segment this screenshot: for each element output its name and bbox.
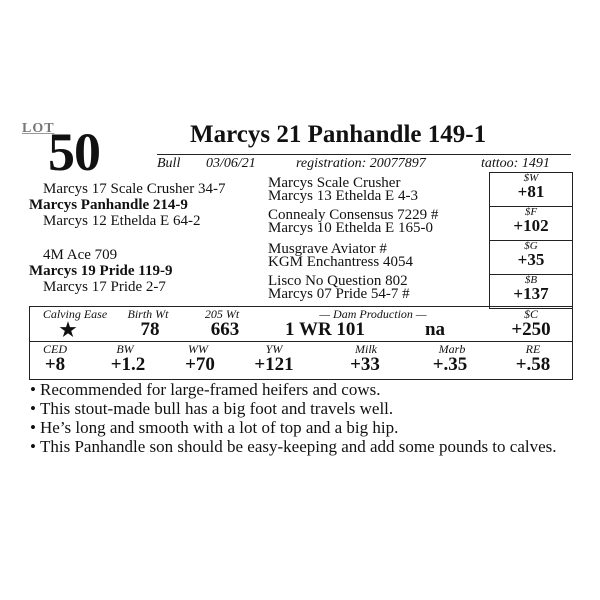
dam: Marcys 19 Pride 119-9 — [29, 263, 173, 279]
epd-label-ww: WW — [188, 342, 208, 356]
index-label: $C — [523, 307, 538, 321]
epd-label-milk: Milk — [355, 342, 377, 356]
pedigree-right-line: Marcys 07 Pride 54-7 # — [268, 286, 410, 302]
epd-value-ced: +8 — [44, 354, 66, 375]
index-value: +250 — [511, 319, 551, 340]
birth-wt-value: 78 — [140, 319, 160, 340]
tattoo: tattoo: 1491 — [481, 156, 550, 171]
epd-value-milk: +33 — [350, 354, 380, 375]
header-205-wt: 205 Wt — [204, 307, 240, 321]
index-column — [489, 172, 573, 309]
header-dam-production: — Dam Production — — [319, 307, 427, 321]
header-calving-ease: Calving Ease — [42, 307, 108, 321]
comment-item: • He’s long and smooth with a lot of top and a big hip. — [30, 418, 590, 437]
index-w — [490, 173, 572, 200]
epd-label-marb: Marb — [438, 342, 466, 356]
epd-value-bw: +1.2 — [110, 354, 146, 375]
epd-value-yw: +121 — [254, 354, 294, 375]
comments-list — [30, 380, 590, 456]
index-f — [490, 206, 572, 234]
epd-label-ced: CED — [43, 342, 67, 356]
lot-label: LOT — [22, 121, 55, 136]
epd-value-re: +.58 — [515, 354, 551, 375]
pedigree-right-line: Connealy Consensus 7229 # — [268, 207, 439, 223]
index-value: +81 — [517, 182, 545, 201]
index-label: $W — [523, 172, 539, 184]
index-label: $G — [524, 240, 538, 252]
sire: Marcys Panhandle 214-9 — [29, 197, 188, 213]
performance-table — [29, 306, 573, 380]
index-value: +102 — [513, 216, 549, 235]
pedigree-right-line: Marcys 10 Ethelda E 165-0 — [268, 220, 433, 236]
index-value: +137 — [513, 284, 549, 303]
sire-dam: Marcys 12 Ethelda E 64-2 — [43, 213, 201, 229]
index-label: $B — [524, 274, 538, 286]
registration: registration: 20077897 — [296, 156, 426, 171]
epd-label-re: RE — [525, 342, 541, 356]
dam-dam: Marcys 17 Pride 2-7 — [43, 279, 166, 295]
pedigree-right-line: KGM Enchantress 4054 — [268, 254, 413, 270]
index-g — [490, 240, 572, 268]
index-value: +35 — [517, 250, 545, 269]
animal-type: Bull — [157, 156, 181, 171]
comment-item: • This Panhandle son should be easy-keeping and add some pounds to calves. — [30, 437, 590, 456]
comment-item: • This stout-made bull has a big foot and travels well. — [30, 399, 590, 418]
title-rule — [157, 154, 571, 155]
pedigree-right-line: Musgrave Aviator # — [268, 241, 387, 257]
epd-label-yw: YW — [265, 342, 283, 356]
epd-value-ww: +70 — [185, 354, 215, 375]
sire-sire: Marcys 17 Scale Crusher 34-7 — [43, 181, 226, 197]
animal-name: Marcys 21 Panhandle 149-1 — [190, 121, 487, 148]
pedigree-right-line: Marcys 13 Ethelda E 4-3 — [268, 188, 418, 204]
comment-item: • Recommended for large-framed heifers and cows. — [30, 380, 590, 399]
205-wt-value: 663 — [210, 319, 240, 340]
index-b — [490, 274, 572, 302]
birth-date: 03/06/21 — [206, 156, 256, 171]
index-label: $F — [524, 206, 538, 218]
pedigree-right-line: Lisco No Question 802 — [268, 273, 408, 289]
epd-label-bw: BW — [116, 342, 134, 356]
lot-number: 50 — [48, 122, 100, 182]
calving-ease-star-icon: ★ — [59, 320, 77, 341]
dam-production-value: 1 WR 101 — [285, 319, 365, 340]
header-birth-wt: Birth Wt — [127, 307, 169, 321]
epd-value-marb: +.35 — [432, 354, 468, 375]
dam-sire: 4M Ace 709 — [43, 247, 118, 263]
pedigree-right-line: Marcys Scale Crusher — [268, 175, 401, 191]
dam-production-na: na — [424, 319, 446, 340]
